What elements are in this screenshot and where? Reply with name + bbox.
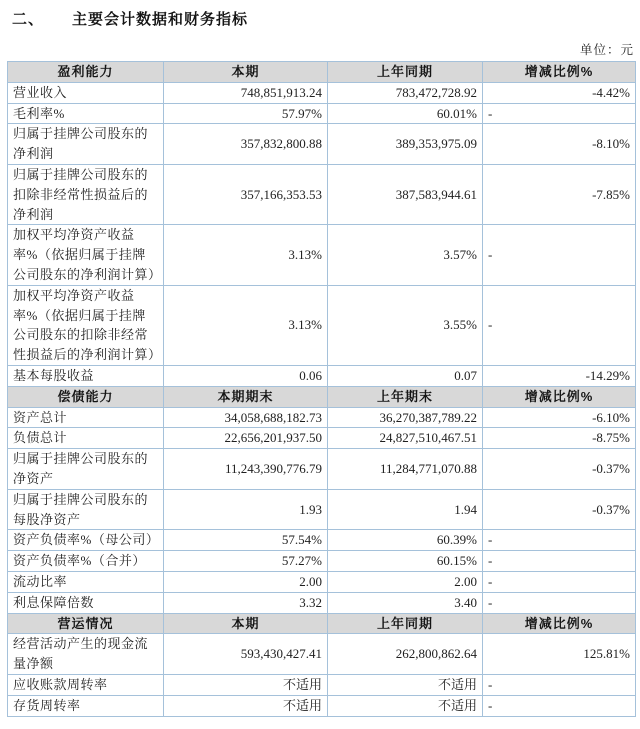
section-number: 二、 (12, 11, 45, 28)
metric-label: 经营活动产生的现金流量净额 (8, 634, 164, 675)
metric-value: 11,284,771,070.88 (328, 449, 483, 490)
metric-value: 3.13% (164, 285, 328, 365)
table-row (8, 489, 636, 530)
metric-value: - (483, 551, 636, 572)
metric-label: 利息保障倍数 (8, 592, 164, 613)
metric-value: 36,270,387,789.22 (328, 407, 483, 428)
metric-label: 资产负债率%（合并） (8, 551, 164, 572)
metric-value: 60.39% (328, 530, 483, 551)
metric-label: 毛利率% (8, 103, 164, 124)
metric-value: -0.37% (483, 449, 636, 490)
metric-label: 流动比率 (8, 571, 164, 592)
metric-value: 11,243,390,776.79 (164, 449, 328, 490)
metric-value: 125.81% (483, 634, 636, 675)
metric-label: 归属于挂牌公司股东的每股净资产 (8, 489, 164, 530)
metric-value: - (483, 225, 636, 285)
metric-value: 1.94 (328, 489, 483, 530)
section-heading (12, 8, 640, 29)
metric-value: 3.40 (328, 592, 483, 613)
metric-label: 存货周转率 (8, 695, 164, 716)
column-header: 盈利能力 (8, 62, 164, 83)
metric-label: 营业收入 (8, 82, 164, 103)
section-header-row (8, 613, 636, 634)
table-row (8, 674, 636, 695)
metric-value: 34,058,688,182.73 (164, 407, 328, 428)
metric-value: 60.15% (328, 551, 483, 572)
table-row (8, 164, 636, 224)
column-header: 增减比例% (483, 62, 636, 83)
metric-value: 60.01% (328, 103, 483, 124)
metric-value: 357,166,353.53 (164, 164, 328, 224)
metric-label: 归属于挂牌公司股东的扣除非经常性损益后的净利润 (8, 164, 164, 224)
table-row (8, 103, 636, 124)
metric-value: 2.00 (328, 571, 483, 592)
metric-value: 不适用 (328, 695, 483, 716)
metric-value: 3.32 (164, 592, 328, 613)
metric-value: 24,827,510,467.51 (328, 428, 483, 449)
metric-value: -7.85% (483, 164, 636, 224)
section-header-row (8, 62, 636, 83)
table-row (8, 449, 636, 490)
metric-value: - (483, 571, 636, 592)
metric-value: 0.07 (328, 365, 483, 386)
table-row (8, 695, 636, 716)
table-row (8, 365, 636, 386)
metric-value: -8.10% (483, 124, 636, 165)
metric-value: 3.55% (328, 285, 483, 365)
metric-label: 归属于挂牌公司股东的净利润 (8, 124, 164, 165)
metric-value: 262,800,862.64 (328, 634, 483, 675)
metric-value: 57.27% (164, 551, 328, 572)
metric-value: 不适用 (164, 695, 328, 716)
table-row (8, 82, 636, 103)
metric-value: - (483, 674, 636, 695)
metric-value: 748,851,913.24 (164, 82, 328, 103)
metric-label: 应收账款周转率 (8, 674, 164, 695)
metric-value: - (483, 103, 636, 124)
table-row (8, 571, 636, 592)
metric-value: 57.97% (164, 103, 328, 124)
metric-value: -0.37% (483, 489, 636, 530)
table-row (8, 285, 636, 365)
metric-label: 加权平均净资产收益率%（依据归属于挂牌公司股东的扣除非经常性损益后的净利润计算） (8, 285, 164, 365)
table-row (8, 592, 636, 613)
table-row (8, 530, 636, 551)
metric-value: 57.54% (164, 530, 328, 551)
section-title-text: 主要会计数据和财务指标 (72, 11, 249, 28)
metric-value: -6.10% (483, 407, 636, 428)
metric-value: 不适用 (164, 674, 328, 695)
metric-value: 3.57% (328, 225, 483, 285)
metric-value: -4.42% (483, 82, 636, 103)
column-header: 增减比例% (483, 613, 636, 634)
metric-label: 加权平均净资产收益率%（依据归属于挂牌公司股东的净利润计算） (8, 225, 164, 285)
column-header: 本期期末 (164, 386, 328, 407)
metric-label: 资产负债率%（母公司） (8, 530, 164, 551)
column-header: 本期 (164, 62, 328, 83)
metric-value: - (483, 530, 636, 551)
metric-value: - (483, 285, 636, 365)
column-header: 上年期末 (328, 386, 483, 407)
metric-label: 资产总计 (8, 407, 164, 428)
metric-value: - (483, 592, 636, 613)
metric-value: 0.06 (164, 365, 328, 386)
metric-value: 2.00 (164, 571, 328, 592)
column-header: 增减比例% (483, 386, 636, 407)
metric-value: -8.75% (483, 428, 636, 449)
metric-value: 22,656,201,937.50 (164, 428, 328, 449)
metric-value: 387,583,944.61 (328, 164, 483, 224)
financial-indicators-table (7, 61, 636, 717)
table-row (8, 634, 636, 675)
unit-note: 单位：元 (579, 43, 634, 57)
column-header: 本期 (164, 613, 328, 634)
metric-value: 389,353,975.09 (328, 124, 483, 165)
table-row (8, 551, 636, 572)
table-row (8, 124, 636, 165)
table-row (8, 225, 636, 285)
metric-label: 负债总计 (8, 428, 164, 449)
metric-value: - (483, 695, 636, 716)
metric-label: 基本每股收益 (8, 365, 164, 386)
table-row (8, 407, 636, 428)
metric-value: 不适用 (328, 674, 483, 695)
metric-label: 归属于挂牌公司股东的净资产 (8, 449, 164, 490)
column-header: 偿债能力 (8, 386, 164, 407)
metric-value: -14.29% (483, 365, 636, 386)
metric-value: 357,832,800.88 (164, 124, 328, 165)
metric-value: 1.93 (164, 489, 328, 530)
column-header: 营运情况 (8, 613, 164, 634)
column-header: 上年同期 (328, 613, 483, 634)
report-page (0, 8, 640, 717)
metric-value: 3.13% (164, 225, 328, 285)
metric-value: 783,472,728.92 (328, 82, 483, 103)
table-row (8, 428, 636, 449)
column-header: 上年同期 (328, 62, 483, 83)
section-header-row (8, 386, 636, 407)
metric-value: 593,430,427.41 (164, 634, 328, 675)
